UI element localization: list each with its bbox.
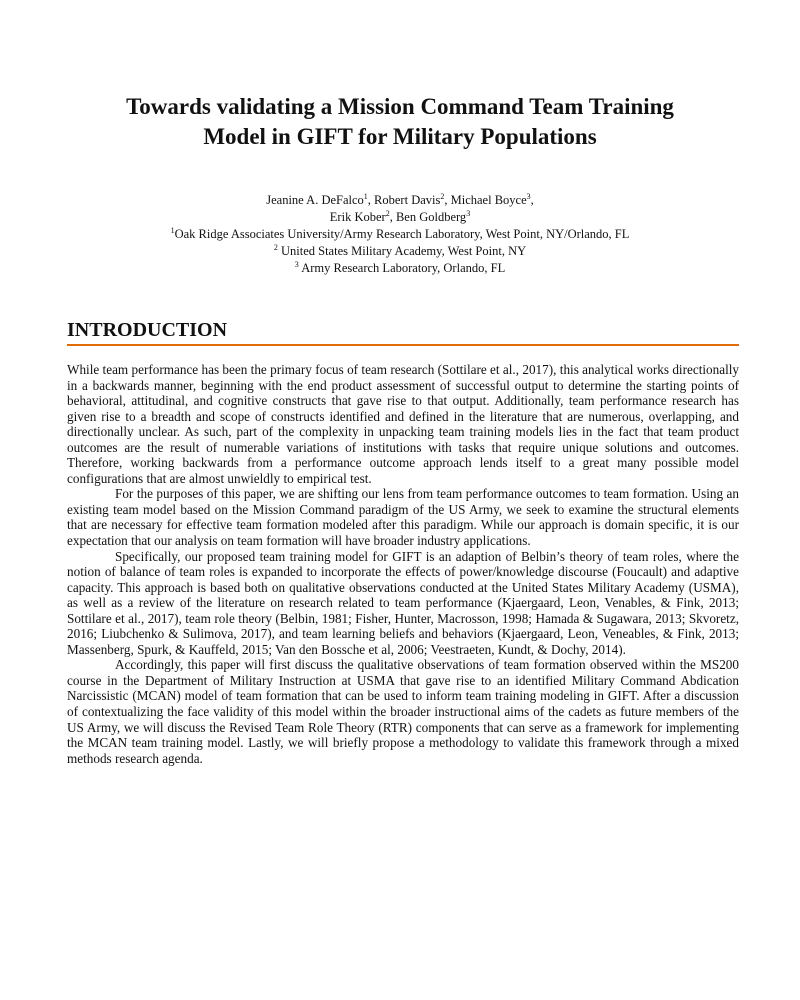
author-name: Jeanine A. DeFalco (266, 193, 364, 207)
affiliation-marker: 1 (170, 225, 175, 235)
author-name: , Ben Goldberg (389, 210, 467, 224)
affiliation-marker: 2 (273, 242, 278, 252)
author-line (60, 209, 740, 226)
section-heading: INTRODUCTION (67, 319, 228, 341)
title-line: Model in GIFT for Military Populations (203, 124, 597, 149)
affiliation-text: United States Military Academy, West Point, NY (277, 244, 527, 258)
affiliation (60, 243, 740, 260)
affiliation-marker: 2 (440, 191, 445, 201)
author-name: , Robert Davis (367, 193, 441, 207)
title-line: Towards validating a Mission Command Team Training (126, 94, 674, 119)
section-body (67, 362, 739, 766)
affiliation-text: Army Research Laboratory, Orlando, FL (298, 261, 506, 275)
author-block (60, 192, 740, 277)
paragraph: Specifically, our proposed team training model for GIFT is an adaption of Belbin’s theory of team roles, where the notion of balance of team roles is expanded to incorporate the effects of power/knowledge discourse (Foucault) and adaptive capacity. This approach is based both on qualitative observations conducted at the United States Military Academy (USMA), as well as a review of the literature on research related to team performance (Kjaergaard, Leon, Venables, & Fink, 2013; Sottilare et al., 2017), team role theory (Belbin, 1981; Fisher, Hunter, Macrosson, 1998; Hamada & Sugawara, 2013; Skvoretz, 2016; Liubchenko & Sulimova, 2017), and team learning beliefs and behaviors (Kjaergaard, Leon, Veneables, & Fink, 2013; Massenberg, Spurk, & Kauffeld, 2015; Van den Bossche et al, 2006; Veestraeten, Kundt, & Dochy, 2014). (67, 548, 739, 657)
paragraph: While team performance has been the primary focus of team research (Sottilare et al., 2017), this analytical works directionally in a backwards manner, beginning with the end product assessment of successful output to determine the starting points of behavioral, attitudinal, and cognitive constructs that gave rise to that output. Additionally, team performance research has given rise to a breadth and scope of constructs identified and defined in the literature that are numerous, overlapping, and directionally unclear. As such, part of the complexity in unpacking team training models lies in the fact that team product outcomes are the result of numerable variations of institutions with tasks that require unique solutions and outcomes. Therefore, working backwards from a performance outcome approach lends itself to a great many possible model configurations that are almost unwieldly to empirical test. (67, 362, 739, 486)
affiliation-text: Oak Ridge Associates University/Army Research Laboratory, West Point, NY/Orlando, FL (174, 227, 630, 241)
author-name: , Michael Boyce (444, 193, 527, 207)
affiliation (60, 260, 740, 277)
affiliation-marker: 2 (385, 208, 390, 218)
affiliation-marker: 3 (466, 208, 471, 218)
section-rule (67, 344, 739, 346)
affiliation-marker: 3 (294, 259, 299, 269)
paper-title (60, 92, 740, 152)
affiliation-marker: 3 (526, 191, 531, 201)
author-name: Erik Kober (329, 210, 386, 224)
paragraph: Accordingly, this paper will first discuss the qualitative observations of team formation observed within the MS200 course in the Department of Military Instruction at USMA that gave rise to an identified Military Command Abdication Narcissistic (MCAN) model of team formation that can be used to inform team training modeling in GIFT. After a discussion of contextualizing the face validity of this model within the broader instructional aims of the cadets as future members of the US Army, we will discuss the Revised Team Role Theory (RTR) components that can serve as a framework for implementing the MCAN team training model. Lastly, we will briefly propose a methodology to validate this framework through a mixed methods research agenda. (67, 657, 739, 766)
affiliation-marker: 1 (363, 191, 368, 201)
affiliation (60, 226, 740, 243)
author-line (60, 192, 740, 209)
paragraph: For the purposes of this paper, we are shifting our lens from team performance outcomes to team formation. Using an existing team model based on the Mission Command paradigm of the US Army, we seek to examine the structural elements that are necessary for effective team formation modeled after this paradigm. While our approach is domain specific, it is our expectation that our analysis on team formation will have broader industry applications. (67, 486, 739, 549)
author-separator: , (530, 193, 534, 207)
